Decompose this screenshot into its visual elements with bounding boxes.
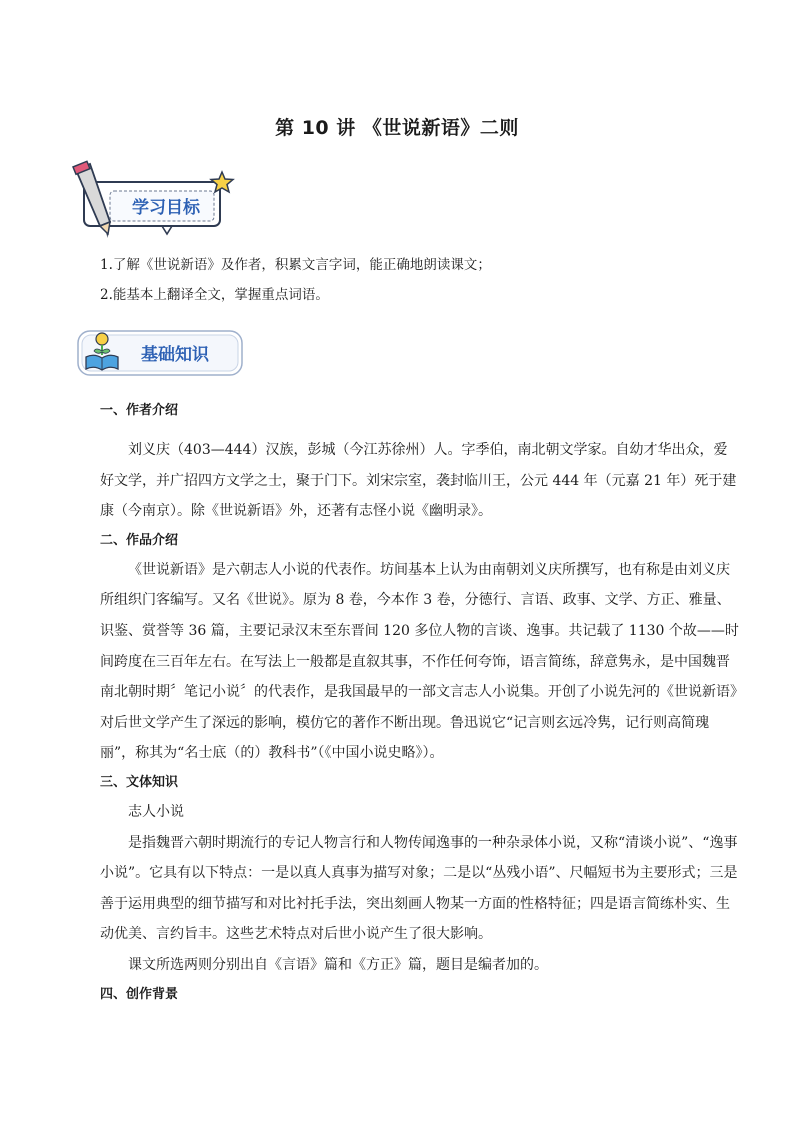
section-heading: 二、作品介绍 [100, 532, 179, 548]
work-intro-paragraph: 《世说新语》是六朝志人小说的代表作。坊间基本上认为由南朝刘义庆所撰写，也有称是由刘义庆所组织门客编写。又名《世说》。原为 8 卷，今本作 3 卷，分德行、言语、政事、文学、方正、雅量、识鉴、赏誉等 36 篇，主要记录汉末至东晋间 120 多位人物的言谈、逸事。共记载了 1130 个故——时间跨度在三百年左右。在写法上一般都是直叙其事，不作任何夸饰，语言简练，辞意隽永，是中国魏晋南北朝时期〞笔记小说〞的代表作，是我国最早的一部文言志人小说集。开创了小说先河的《世说新语》对后世文学产生了深远的影响，模仿它的著作不断出现。鲁迅说它“记言则玄远冷隽，记行则高简瑰丽”，称其为“名士底（的）教科书”（《中国小说史略》）。 [100, 561, 739, 762]
heart-tab-icon [162, 226, 172, 234]
genre-paragraph: 是指魏晋六朝时期流行的专记人物言行和人物传闻逸事的一种杂录体小说，又称“清谈小说”、“逸事小说”。它具有以下特点：一是以真人真事为描写对象；二是以“丛残小语”、尺幅短书为主要形式；三是善于运用典型的细节描写和对比衬托手法，突出刻画人物某一方面的性格特征；四是语言简练朴实、生动优美、言约旨丰。这些艺术特点对后世小说产生了很大影响。 [100, 834, 738, 943]
learning-goals-list [100, 250, 740, 310]
goal-item: 1.了解《世说新语》及作者，积累文言字词，能正确地朗读课文； [100, 257, 491, 273]
badge-label: 基础知识 [141, 345, 209, 365]
text-source-paragraph: 课文所选两则分别出自《言语》篇和《方正》篇，题目是编者加的。 [128, 956, 548, 973]
basic-knowledge-badge [72, 325, 252, 381]
goal-item: 2.能基本上翻译全文，掌握重点词语。 [100, 287, 329, 303]
page-title: 第 10 讲 《世说新语》二则 [275, 117, 519, 139]
learning-goals-badge [70, 160, 240, 242]
section-heading: 四、创作背景 [100, 986, 179, 1002]
section-heading: 一、作者介绍 [100, 403, 179, 418]
author-intro-paragraph: 刘义庆（403—444）汉族，彭城（今江苏徐州）人。字季伯，南北朝文学家。自幼才华出众，爱好文学，并广招四方文学之士，聚于门下。刘宋宗室，袭封临川王，公元 444 年（元嘉 21 年）死于建康（今南京）。除《世说新语》外，还著有志怪小说《幽明录》。 [100, 442, 737, 520]
section-heading: 三、文体知识 [100, 774, 179, 790]
badge-label: 学习目标 [132, 198, 200, 218]
genre-subheading: 志人小说 [128, 803, 184, 820]
main-content [100, 397, 740, 1009]
